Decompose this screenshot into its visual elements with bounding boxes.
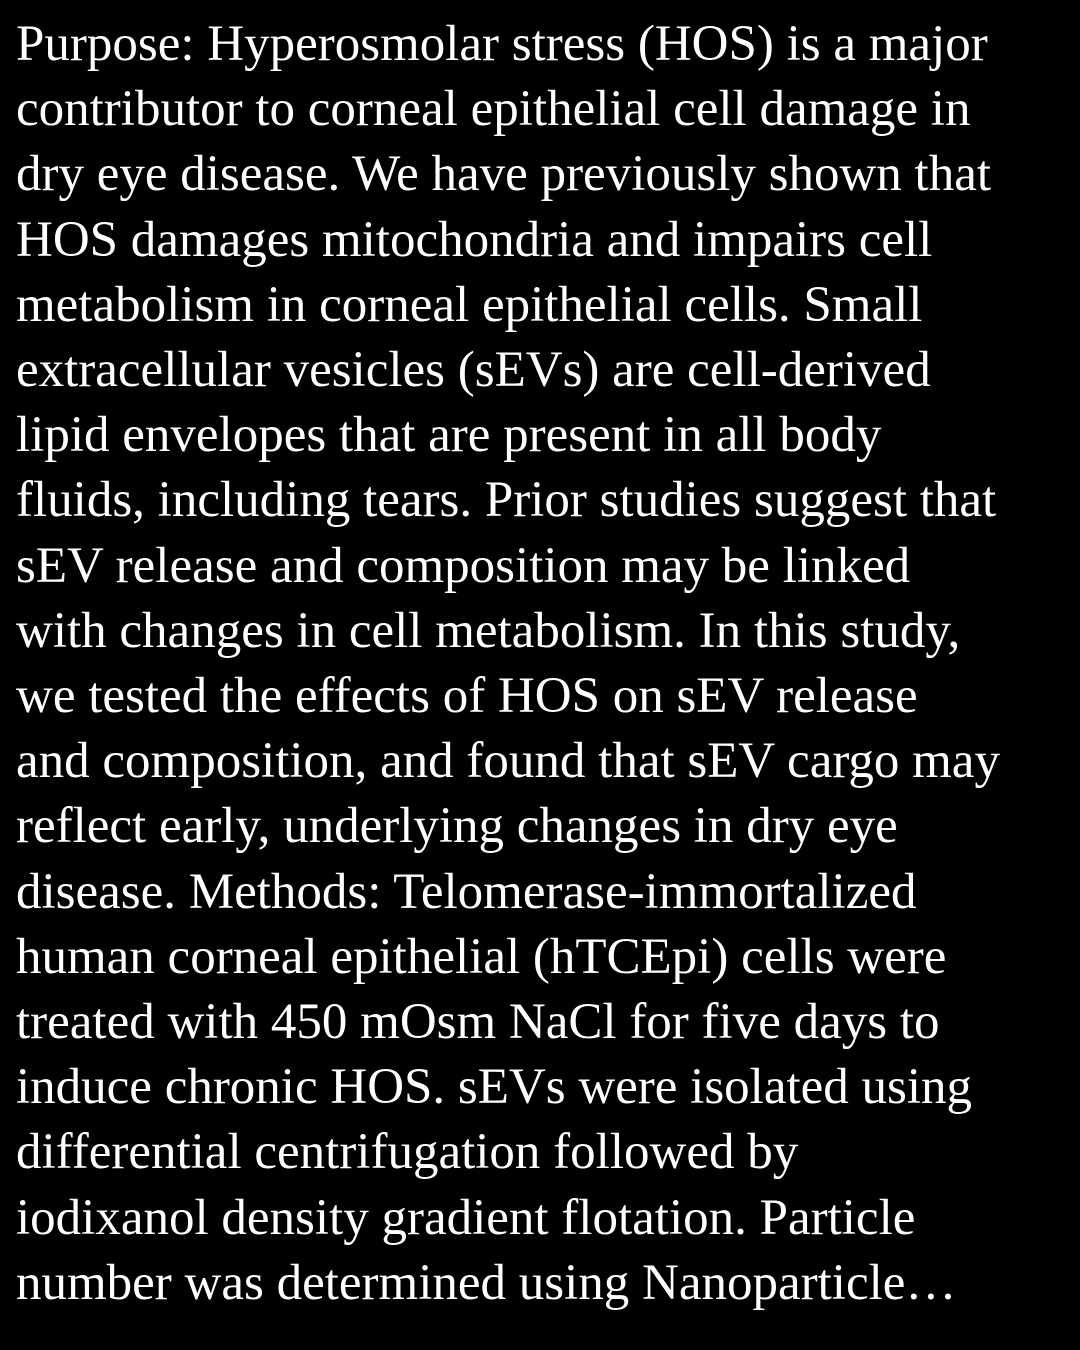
abstract-line: Purpose: Hyperosmolar stress (HOS) is a major <box>16 16 988 72</box>
abstract-line: human corneal epithelial (hTCEpi) cells were <box>16 928 947 985</box>
abstract-line: lipid envelopes that are present in all body <box>16 407 882 464</box>
abstract-line: contributor to corneal epithelial cell damage in <box>16 81 971 138</box>
abstract-line: number was determined using Nanoparticle… <box>16 1254 957 1311</box>
abstract-line: dry eye disease. We have previously shown that <box>16 146 992 203</box>
abstract-line: fluids, including tears. Prior studies suggest that <box>16 472 997 529</box>
abstract-line: HOS damages mitochondria and impairs cell <box>16 211 933 268</box>
abstract-line: treated with 450 mOsm NaCl for five days to <box>16 994 940 1051</box>
abstract-line: iodixanol density gradient flotation. Particle <box>16 1189 916 1246</box>
abstract-line: reflect early, underlying changes in dry eye <box>16 798 898 855</box>
abstract-line: with changes in cell metabolism. In this study, <box>16 602 961 659</box>
abstract-line: we tested the effects of HOS on sEV release <box>16 668 918 725</box>
abstract-line: induce chronic HOS. sEVs were isolated using <box>16 1059 973 1116</box>
abstract-line: sEV release and composition may be linked <box>16 537 911 594</box>
abstract-text <box>16 12 1076 1316</box>
abstract-line: extracellular vesicles (sEVs) are cell-derived <box>16 342 931 399</box>
abstract-line: differential centrifugation followed by <box>16 1124 799 1181</box>
abstract-line: metabolism in corneal epithelial cells. Small <box>16 276 923 333</box>
abstract-line: and composition, and found that sEV cargo may <box>16 733 1000 790</box>
abstract-line: disease. Methods: Telomerase-immortalized <box>16 863 917 920</box>
